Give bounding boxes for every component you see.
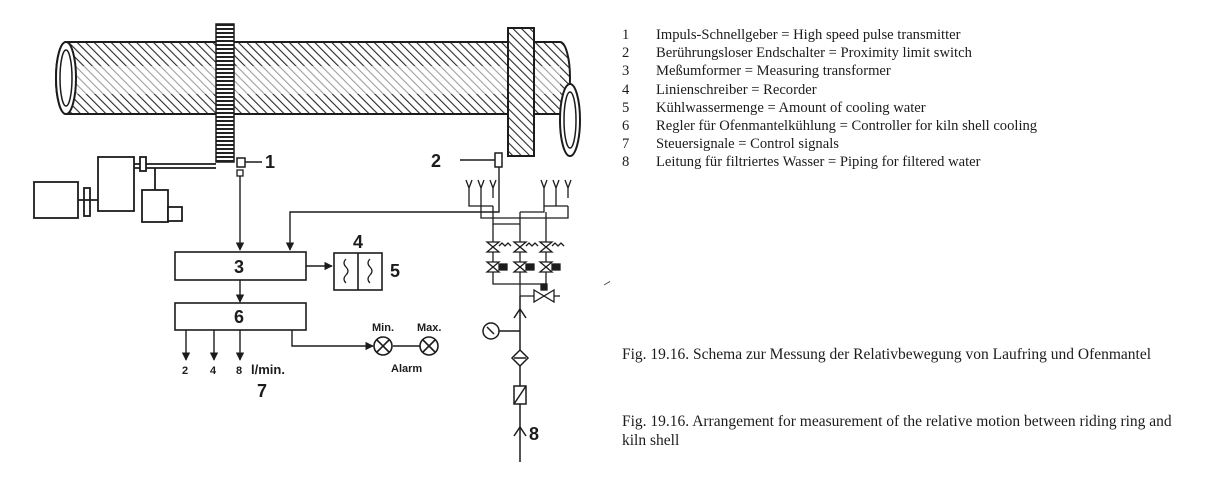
output-8: 8: [236, 365, 243, 377]
label-3: 3: [234, 257, 245, 277]
unit-label: l/min.: [251, 362, 285, 377]
max-label: Max.: [417, 322, 442, 334]
caption-english: Fig. 19.16. Arrangement for measurement of the relative motion between riding ring and kiln shell: [622, 413, 1172, 449]
drive-unit: [34, 157, 216, 222]
min-label: Min.: [372, 322, 394, 334]
proximity-switch: [460, 153, 502, 167]
label-7: 7: [257, 381, 268, 401]
legend-item-7: 7 Steuersignale = Control signals: [622, 136, 839, 153]
legend-item-1: 1 Impuls-Schnellgeber = High speed pulse transmitter: [622, 27, 961, 43]
kiln-shell: [56, 42, 580, 156]
riding-ring: [508, 28, 534, 156]
water-supply-pipe: [483, 296, 528, 462]
output-2: 2: [182, 365, 189, 377]
girth-gear: [216, 24, 234, 162]
alarm-label: Alarm: [391, 363, 423, 375]
caption-german: Fig. 19.16. Schema zur Messung der Relativbewegung von Laufring und Ofenmantel: [622, 346, 1152, 363]
legend-item-5: 5 Kühlwassermenge = Amount of cooling water: [622, 99, 926, 116]
label-4: 4: [353, 232, 364, 252]
legend-item-6: 6 Regler für Ofenmantelkühlung = Controller for kiln shell cooling: [622, 118, 1038, 135]
kiln-schematic: [0, 0, 610, 477]
legend-item-4: 4 Linienschreiber = Recorder: [622, 81, 817, 98]
spray-nozzles: [466, 180, 571, 242]
label-6: 6: [234, 307, 245, 327]
pencil-mark: [604, 278, 610, 285]
label-2: 2: [431, 151, 442, 171]
output-4: 4: [210, 365, 217, 377]
legend-item-8: 8 Leitung für filtriertes Wasser = Piping for filtered water: [622, 154, 981, 171]
label-8: 8: [529, 424, 540, 444]
label-1: 1: [265, 152, 276, 172]
legend-item-2: 2 Berührungsloser Endschalter = Proximity limit switch: [622, 45, 972, 62]
legend-item-3: 3 Meßumformer = Measuring transformer: [622, 63, 891, 80]
legend-list: [622, 26, 1037, 172]
pulse-transmitter: [237, 158, 262, 176]
valve-manifold: [487, 242, 564, 302]
label-5: 5: [390, 261, 401, 281]
recorder: [334, 253, 382, 290]
